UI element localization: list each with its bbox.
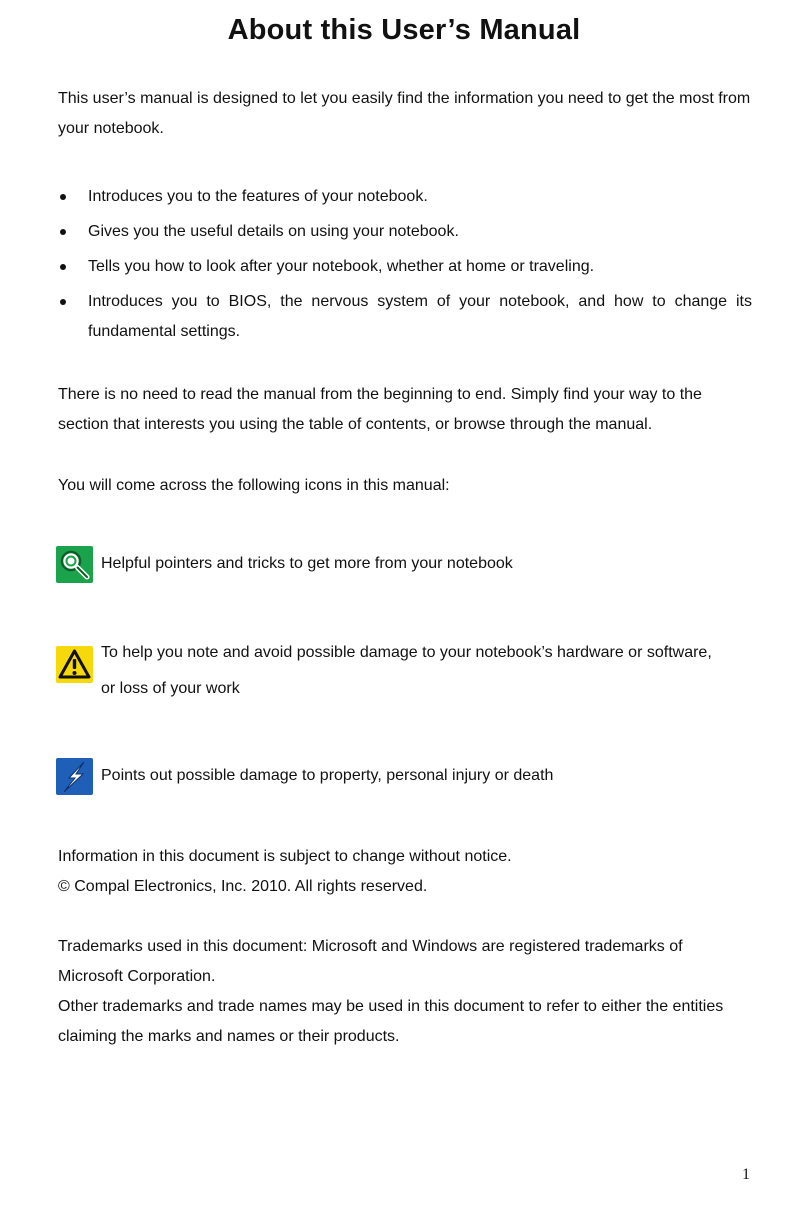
list-item: Introduces you to the features of your notebook. <box>58 182 752 212</box>
change-notice: Information in this document is subject to change without notice. <box>58 848 512 865</box>
bullet-icon <box>60 229 66 235</box>
warning-icon <box>56 758 93 795</box>
page-number: 1 <box>742 1166 750 1183</box>
intro-paragraph: This user’s manual is designed to let you easily find the information you need to get the most from your notebook. <box>58 90 751 137</box>
tip-icon <box>56 546 93 583</box>
icon-legend-tip <box>56 546 756 586</box>
list-item: Tells you how to look after your notebook, whether at home or traveling. <box>58 252 752 282</box>
caution-description-line2: or loss of your work <box>101 680 240 697</box>
reading-guidance-paragraph: There is no need to read the manual from the beginning to end. Simply find your way to the section that interests you using the table of contents, or browse through the manual. <box>58 386 702 433</box>
list-item: Introduces you to BIOS, the nervous system of your notebook, and how to change its fundamental settings. <box>58 287 752 347</box>
feature-list <box>58 182 752 352</box>
caution-description-line1: To help you note and avoid possible damage to your notebook’s hardware or software, <box>101 644 712 661</box>
icons-intro: You will come across the following icons in this manual: <box>58 477 450 494</box>
icon-legend-caution <box>56 636 756 706</box>
list-item: Gives you the useful details on using your notebook. <box>58 217 752 247</box>
bullet-icon <box>60 299 66 305</box>
icon-legend-warning <box>56 758 756 798</box>
page-title: About this User’s Manual <box>227 14 581 46</box>
trademarks-paragraph: Trademarks used in this document: Microsoft and Windows are registered trademarks of Microsoft Corporation. <box>58 938 683 985</box>
other-trademarks-paragraph: Other trademarks and trade names may be used in this document to refer to either the entities claiming the marks and names or their products. <box>58 998 724 1045</box>
warning-description: Points out possible damage to property, personal injury or death <box>101 767 554 784</box>
copyright-notice: © Compal Electronics, Inc. 2010. All rights reserved. <box>58 878 428 895</box>
bullet-icon <box>60 194 66 200</box>
bullet-icon <box>60 264 66 270</box>
caution-icon <box>56 646 93 683</box>
tip-description: Helpful pointers and tricks to get more from your notebook <box>101 555 513 572</box>
